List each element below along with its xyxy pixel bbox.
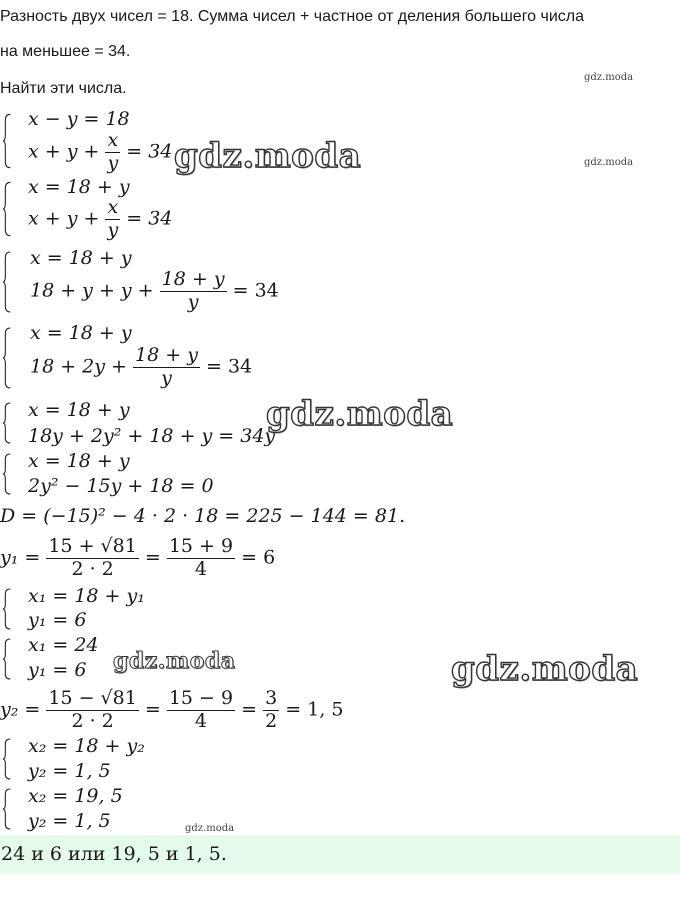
equation: x + y + $\frac{x}{y}$ = 34 — [28, 129, 173, 174]
answer-text: 24 и 6 или 19, 5 и 1, 5. — [1, 843, 227, 865]
equation: x₁ = 18 + y₁ — [28, 585, 145, 607]
equation: x₂ = 19, 5 — [28, 785, 123, 807]
left-brace-icon — [2, 784, 12, 834]
root-y2: y₂ = $\frac{15 - √81}{2 \cdot 2}$ = $\frac{15 - 9}{4}$ = $\frac{3}{2}$ = 1, 5 — [0, 687, 344, 732]
left-brace-icon — [2, 584, 12, 634]
watermark-large: gdz.moda — [174, 136, 362, 176]
watermark-small: gdz.moda — [584, 72, 634, 83]
watermark-large: gdz.moda — [451, 649, 639, 689]
equation: 18 + y + y + $\frac{18 + y}{y}$ = 34 — [30, 268, 279, 313]
equation: x = 18 + y — [28, 399, 130, 421]
equation: x₁ = 24 — [28, 634, 99, 656]
root-y1: y₁ = $\frac{15 + √81}{2 \cdot 2}$ = $\frac{15 + 9}{4}$ = 6 — [0, 535, 276, 580]
left-brace-icon — [2, 734, 12, 784]
left-brace-icon — [2, 108, 12, 174]
equation: y₁ = 6 — [28, 659, 87, 681]
problem-line-3: Найти эти числа. — [0, 80, 127, 97]
equation: 2y² − 15y + 18 = 0 — [28, 475, 214, 497]
watermark-large: gdz.moda — [113, 648, 236, 674]
equation: 18y + 2y² + 18 + y = 34y — [28, 425, 276, 447]
watermark-small: gdz.moda — [584, 157, 634, 168]
answer-box — [0, 835, 680, 873]
left-brace-icon — [2, 634, 12, 684]
left-brace-icon — [2, 176, 12, 242]
equation: x₂ = 18 + y₂ — [28, 735, 145, 757]
equation: x − y = 18 — [28, 108, 130, 130]
equation: x = 18 + y — [30, 322, 132, 344]
equation: x = 18 + y — [30, 247, 132, 269]
equation: x + y + $\frac{x}{y}$ = 34 — [28, 196, 173, 241]
left-brace-icon — [2, 398, 12, 448]
equation: y₂ = 1, 5 — [28, 760, 111, 782]
discriminant: D = (−15)² − 4 · 2 · 18 = 225 − 144 = 81. — [0, 505, 406, 527]
equation: x = 18 + y — [28, 450, 130, 472]
problem-line-1: Разность двух чисел = 18. Сумма чисел + частное от деления большего числа — [0, 8, 585, 25]
equation: 18 + 2y + $\frac{18 + y}{y}$ = 34 — [30, 344, 253, 389]
equation: y₂ = 1, 5 — [28, 810, 111, 832]
left-brace-icon — [2, 245, 12, 319]
left-brace-icon — [2, 449, 12, 499]
watermark-small: gdz.moda — [185, 823, 235, 834]
equation: x = 18 + y — [28, 176, 130, 198]
left-brace-icon — [2, 321, 12, 395]
watermark-large: gdz.moda — [266, 394, 454, 434]
equation: y₁ = 6 — [28, 609, 87, 631]
problem-line-2: на меньшее = 34. — [0, 43, 131, 60]
